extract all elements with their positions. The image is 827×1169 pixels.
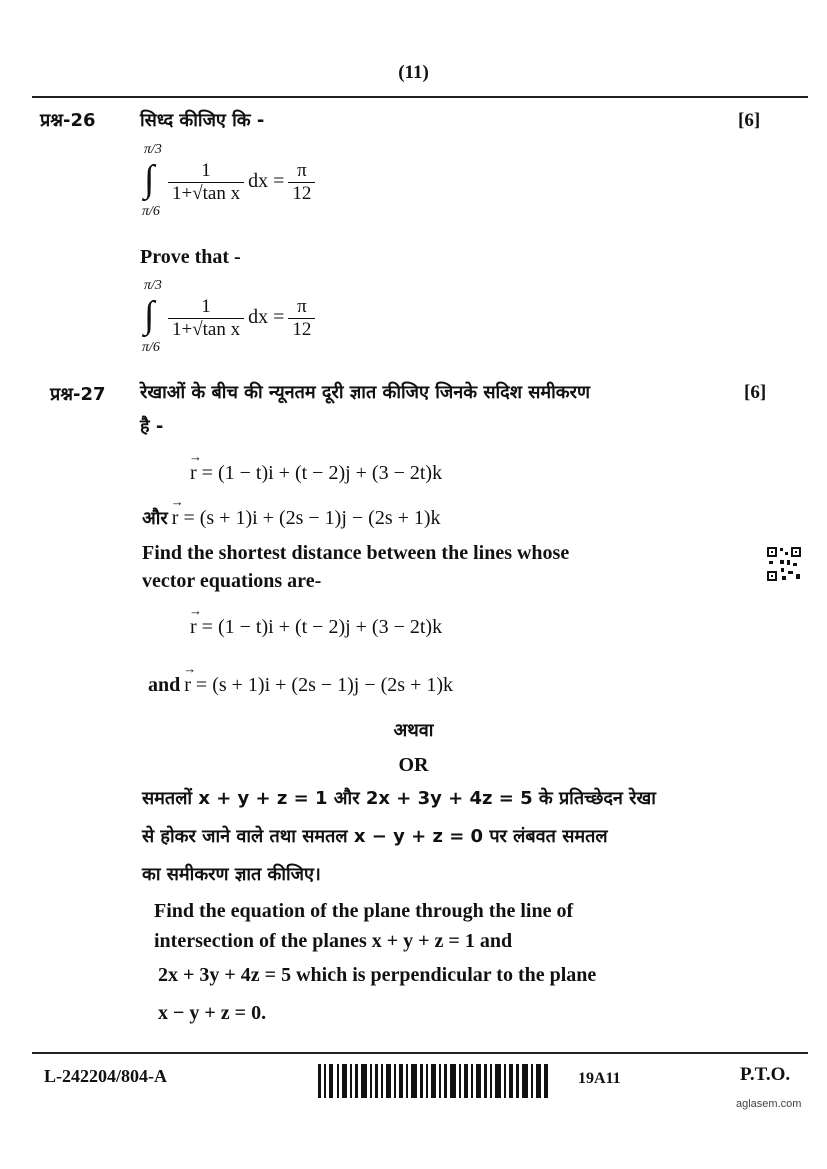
q27-equation-1-hindi xyxy=(190,462,442,485)
integral-numerator: 1 xyxy=(168,160,244,183)
rhs-denominator: 12 xyxy=(292,319,312,340)
q26-label: प्रश्न-26 xyxy=(40,110,96,131)
integral-denominator: 1+√tan x xyxy=(172,183,241,204)
and-hindi: और xyxy=(142,508,168,529)
rhs-numerator: π xyxy=(288,160,315,183)
top-rule xyxy=(32,96,808,98)
alt-english-line1: Find the equation of the plane through the line of xyxy=(154,900,574,922)
bottom-rule xyxy=(32,1052,808,1054)
integral-upper-limit: π/3 xyxy=(144,142,162,157)
or-english: OR xyxy=(398,754,429,776)
equation-rhs: = (1 − t)i + (t − 2)j + (3 − 2t)k xyxy=(201,462,443,484)
rhs-denominator: 12 xyxy=(292,183,312,204)
q26-integral-english xyxy=(140,278,340,358)
paper-code: L-242204/804-A xyxy=(44,1066,167,1086)
vector-r: → r xyxy=(184,674,191,697)
alt-english-line3: 2x + 3y + 4z = 5 which is perpendicular to the plane xyxy=(158,964,597,986)
equation-rhs: = (s + 1)i + (2s − 1)j − (2s + 1)k xyxy=(183,507,441,529)
q26-english-text: Prove that - xyxy=(140,246,241,268)
q27-equation-2-english xyxy=(148,674,453,697)
or-hindi: अथवा xyxy=(393,720,434,741)
equation-rhs: = (1 − t)i + (t − 2)j + (3 − 2t)k xyxy=(201,616,443,638)
q27-english-line1: Find the shortest distance between the lines whose xyxy=(142,542,570,564)
q27-equation-2-hindi xyxy=(142,506,441,530)
vector-r: → r xyxy=(190,616,197,639)
q26-marks: [6] xyxy=(738,110,761,131)
q27-equation-1-english xyxy=(190,616,442,639)
integral-sign: ∫ xyxy=(144,294,155,336)
set-code: 19A11 xyxy=(578,1070,621,1087)
equation-rhs: = (s + 1)i + (2s − 1)j − (2s + 1)k xyxy=(195,674,454,696)
alt-hindi-line3: का समीकरण ज्ञात कीजिए। xyxy=(142,864,321,885)
vector-r: → r xyxy=(172,507,179,530)
integral-numerator: 1 xyxy=(168,296,244,319)
alt-hindi-line1: समतलों x + y + z = 1 और 2x + 3y + 4z = 5 के प्रतिच्छेदन रेखा xyxy=(142,788,656,809)
q26-integral-hindi xyxy=(140,142,340,222)
integral-body xyxy=(164,160,319,205)
q27-marks: [6] xyxy=(744,382,767,403)
pto-label: P.T.O. xyxy=(740,1064,791,1085)
page-number: (11) xyxy=(398,62,429,83)
integral-lower-limit: π/6 xyxy=(142,340,160,355)
q27-label: प्रश्न-27 xyxy=(50,384,106,405)
rhs-numerator: π xyxy=(288,296,315,319)
barcode-icon xyxy=(318,1064,550,1098)
integral-upper-limit: π/3 xyxy=(144,278,162,293)
q27-hindi-line1: रेखाओं के बीच की न्यूनतम दूरी ज्ञात कीजिए जिनके सदिश समीकरण xyxy=(140,382,591,403)
alt-hindi-line2: से होकर जाने वाले तथा समतल x − y + z = 0 पर लंबवत समतल xyxy=(142,826,608,847)
vector-r: → r xyxy=(190,462,197,485)
integral-dx: dx = xyxy=(248,170,285,193)
alt-english-line4: x − y + z = 0. xyxy=(158,1002,267,1024)
q26-hindi-text: सिध्द कीजिए कि - xyxy=(140,110,265,131)
watermark: aglasem.com xyxy=(736,1098,802,1110)
integral-dx: dx = xyxy=(248,306,285,329)
qr-code-icon xyxy=(766,546,802,582)
integral-lower-limit: π/6 xyxy=(142,204,160,219)
alt-english-line2: intersection of the planes x + y + z = 1 and xyxy=(154,930,513,952)
and-english: and xyxy=(148,674,181,696)
q27-english-line2: vector equations are- xyxy=(142,570,322,592)
integral-body xyxy=(164,296,319,341)
q27-hindi-line2: है - xyxy=(140,416,164,437)
integral-sign: ∫ xyxy=(144,158,155,200)
integral-denominator: 1+√tan x xyxy=(172,319,241,340)
